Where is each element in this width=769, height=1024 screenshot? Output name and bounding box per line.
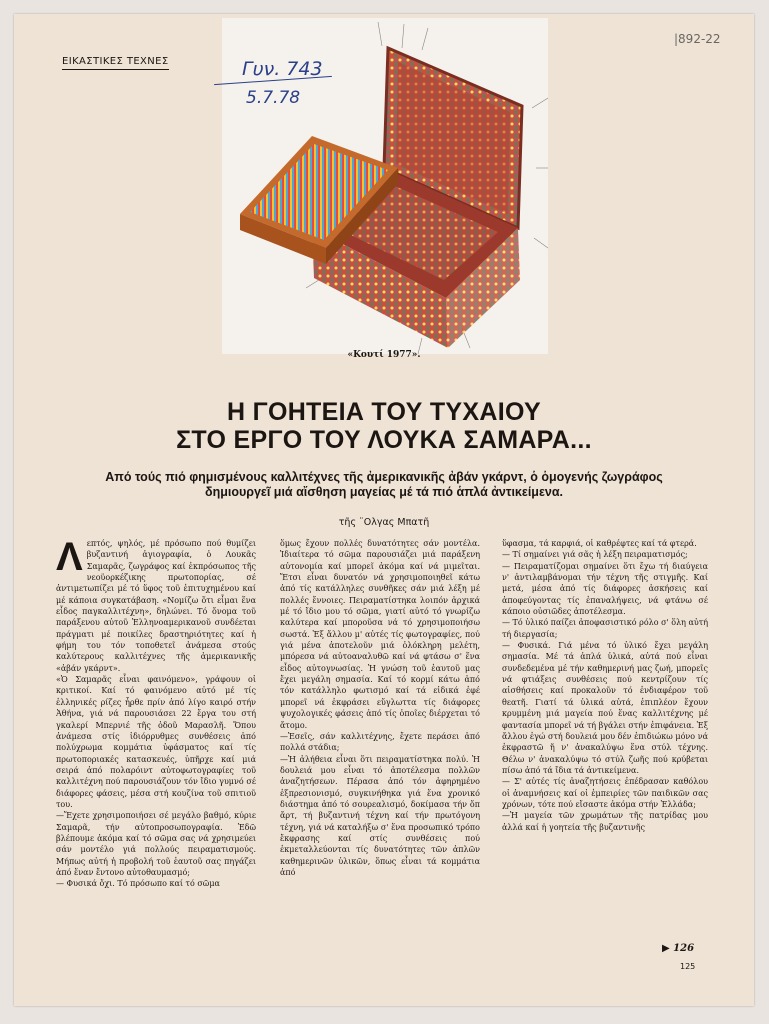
subheadline: Από τούς πιό φημισμένους καλλιτέχνες τῆς ἀμερικανικῆς ἀβάν γκάρντ, ὁ ὁμογενής ζωγράφος δημιουργεῖ μιά αἴσθηση μαγείας μέ τά πιό ἁπλά ἀντικείμενα. — [105, 470, 663, 499]
article-paragraph: ὅμως ἔχουν πολλές δυνατότητες σάν μοντέλα. Ἰδιαίτερα τό σῶμα παρουσιάζει μιά παράξενη αὐτονομία καί μπορεῖ ἀκόμα καί νά μιμεῖται. Ἔτσι εἶναι δυνατόν νά χρησιμοποιηθεῖ κάτω ἀπό τίς κατάλληλες συνθῆκες σάν μιά λέξη μέ πολλές ἔννοιες. Πειραματίστηκα λοιπόν ἀρχικά μέ τό ἴδιο μου τό σῶμα, γιατί αὐτό τό γνωρίζω καλύτερα καί μποροῦσα νά τό χρησιμοποιήσω σωστά. Ἐξ ἄλλου μ' αὐτές τίς φωτογραφίες, πού γιά μένα ἀποτελοῦν μιά ὁλόκληρη μελέτη, μπόρεσα νά αὐτοαναλυθῶ καί νά φτάσω σ' ἕνα εἶδος αὐτογνωσίας. Ἡ γνώση τοῦ ἑαυτοῦ μας ἔχει μεγάλη σημασία. Καί τό κορμί κάτω ἀπό τόν κατάλληλο φωτισμό καί τά εἰδικά ἐφέ μπορεῖ νά ἐκφράσει εὔγλωττα τίς διάφορες ψυχολογικές φάσεις ἀπό τίς ὁποῖες διέρχεται τό ἄτομο. — [280, 539, 480, 730]
article-paragraph: «Ὁ Σαμαρᾶς εἶναι φαινόμενο», γράφουν οἱ κριτικοί. Καί τό φαινόμενο αὐτό μέ τίς ἑλληνικές ρίζες ἦρθε πρίν ἀπό λίγο καιρό στήν Ἀθήνα, γιά νά παρουσιάσει 22 ἔργα του στή γκαλερί Μπερνιέ τῆς ὁδοῦ Μαρασλῆ. Ὅπου ἀνάμεσα στίς ἰδιόρρυθμες συνθέσεις ἀπό πολύχρωμα κομμάτια ὑφάσματος καί τίς πρωτοποριακές κατασκευές, ὑπῆρχε καί μιά σειρά ἀπό πολαρόιντ αὐτοφωτογραφίες τοῦ καλλιτέχνη πού παρουσιάζουν τόν ἴδιο γυμνό σέ διάφορες φάσεις, μέσα στή κουζίνα τοῦ σπιτιοῦ του. — [56, 675, 256, 809]
headline-line-2: ΣΤΟ ΕΡΓΟ ΤΟΥ ΛΟΥΚΑ ΣΑΜΑΡΑ... — [176, 426, 592, 454]
article-paragraph: — Σ' αὐτές τίς ἀναζητήσεις ἐπέδρασαν καθόλου οἱ ἀναμνήσεις καί οἱ ἐμπειρίες τῶν παιδικῶν σας χρόνων, τότε πού εἴσαστε ἀκόμα στήν Ἑλλάδα; — [502, 777, 708, 809]
continued-on-page-marker: ▶ 126 — [662, 943, 695, 954]
article-paragraph: — Τό ὑλικό παίζει ἀποφασιστικό ρόλο σ' ὅλη αὐτή τή διεργασία; — [502, 618, 708, 639]
drop-cap: Λ — [56, 535, 83, 579]
pencil-annotation: |892-22 — [674, 32, 721, 46]
article-paragraph: — Τί σημαίνει γιά σᾶς ἡ λέξη πειραματισμός; — [502, 550, 688, 560]
handwritten-date: 5.7.78 — [246, 88, 301, 108]
handwritten-reference: Γυν. 743 — [242, 58, 323, 80]
article-paragraph: — Πειραματίζομαι σημαίνει ὅτι ἔχω τή διαύγεια ν' ἀντιλαμβάνομαι τήν τέχνη τῆς στιγμῆς. Καί μετά, μέσα ἀπό τίς διάφορες ἀσκήσεις καί ἀποφεύγοντας τίς ἐπαναλήψεις, νά φτάνω σέ κάποιο οὐσιῶδες ἀποτέλεσμα. — [502, 561, 708, 617]
article-paragraph: —Ἐσεῖς, σάν καλλιτέχνης, ἔχετε περάσει ἀπό πολλά στάδια; — [280, 731, 480, 753]
article-column-2 — [280, 538, 480, 878]
article-paragraph: — Φυσικά ὄχι. Τό πρόσωπο καί τό σῶμα — [56, 879, 220, 889]
page-number: 125 — [680, 962, 696, 971]
article-paragraph: ὕφασμα, τά καρφιά, οἱ καθρέφτες καί τά φτερά. — [502, 539, 697, 548]
magazine-page — [14, 14, 754, 1006]
article-paragraph: —Ἡ μαγεία τῶν χρωμάτων τῆς πατρίδας μου ἀλλά καί ἡ γοητεία τῆς βυζαντινῆς — [502, 811, 708, 832]
paragraph-text: επτός, ψηλός, μέ πρόσωπο πού θυμίζει βυζαντινή ἁγιογραφία, ὁ Λουκᾶς Σαμαρᾶς, ζωγράφος καί ἐκπρόσωπος τῆς νεοϋορκέζικης πρωτοπορίας, σέ ἀντιμετωπίζει μέ τό ὕφος τοῦ ἐπιτυχημένου καί μέ κάποια συγκατάβαση. «Νομίζω ὅτι εἶμαι ἕνα εἶδος παγκαλλιτέχνη», δηλώνει. Τό ὄνομα τοῦ παράξενου αὐτοῦ Ἑλληνοαμερικανοῦ συνδέεται πράγματι μέ ποικίλες δραστηριότητες καί ἡ φήμη του τόν τοποθετεῖ ἀνάμεσα στούς καλύτερους καλλιτέχνες τῆς ἀμερικανικῆς «ἀβάν γκάρντ». — [56, 539, 256, 673]
article-column-1 — [56, 535, 256, 890]
byline: τῆς ¨Ολγας Μπατῆ — [338, 517, 430, 528]
article-paragraph: —Ἔχετε χρησιμοποιήσει σέ μεγάλο βαθμό, κύριε Σαμαρᾶ, τήν αὐτοπροσωπογραφία. Ἐδῶ βλέπουμε ἀκόμα καί τό σῶμα σας νά χρησιμεύει σάν μοντέλο γιά πολλούς πειραματισμούς. Μήπως αὐτή ἡ προβολή τοῦ ἑαυτοῦ σας πηγάζει ἀπό ἕναν ἔντονο αὐτοθαυμασμό; — [56, 811, 256, 877]
headline-line-1: Η ΓΟΗΤΕΙΑ ΤΟΥ ΤΥΧΑΙΟΥ — [227, 398, 541, 426]
article-paragraph: —Ἡ ἀλήθεια εἶναι ὅτι πειραματίστηκα πολύ. Ἡ δουλειά μου εἶναι τό ἀποτέλεσμα πολλῶν ἀναζητήσεων. Πέρασα ἀπό τόν ἀφηρημένο ἐξπρεσιονισμό, συγκινήθηκα γιά ἕνα χρονικό διάστημα ἀπό τό σουρεαλισμό, δοκίμασα τήν ὄπ ἄρτ, τή βυζαντινή τέχνη καί τήν πρωτόγονη τέχνη, γιά νά καταλήξω σ' ἕνα προσωπικό τρόπο ἔκφρασης καί στίς συνθέσεις πού ἐκμεταλλεύονται τίς δυνατότητες τῶν ἁπλῶν καθημερινῶν ὑλικῶν, ὅπως εἶναι τά κομμάτια ἀπό — [280, 754, 480, 877]
headline — [14, 398, 754, 454]
article-paragraph: — Φυσικά. Γιά μένα τό ὑλικό ἔχει μεγάλη σημασία. Μέ τά ἁπλά ὑλικά, αὐτά πού εἶναι συνδεδεμένα μέ τήν καθημερινή μας ζωή, μπορεῖς νά φτιάξεις συνθέσεις πού κεντρίζουν τίς αἰσθήσεις καί προκαλοῦν τό ἐνδιαφέρον τοῦ θεατῆ. Γιατί τά ὑλικά αὐτά, ἐπιπλέον ἔχουν κρυμμένη μιά μαγεία πού ἕνας καλλιτέχνης μέ φαντασία μπορεῖ νά τή βγάλει στήν ἐπιφάνεια. Ἐξ ἄλλου ἐγώ στή δουλειά μου δέν ἐπιδιώκω μόνο νά ἐκφραστῶ ἤ ν' ἀνακαλύψω ἕνα στύλ τέχνης. Θέλω ν' ἀνακαλύψω τό στύλ ζωῆς πού κρύβεται πίσω ἀπό τά ἴδια τά ἀντικείμενα. — [502, 641, 708, 775]
article-paragraph — [56, 535, 256, 674]
section-label: ΕΙΚΑΣΤΙΚΕΣ ΤΕΧΝΕΣ — [62, 56, 169, 70]
photo-caption: «Κουτί 1977». — [347, 350, 421, 360]
article-column-3 — [502, 538, 708, 833]
